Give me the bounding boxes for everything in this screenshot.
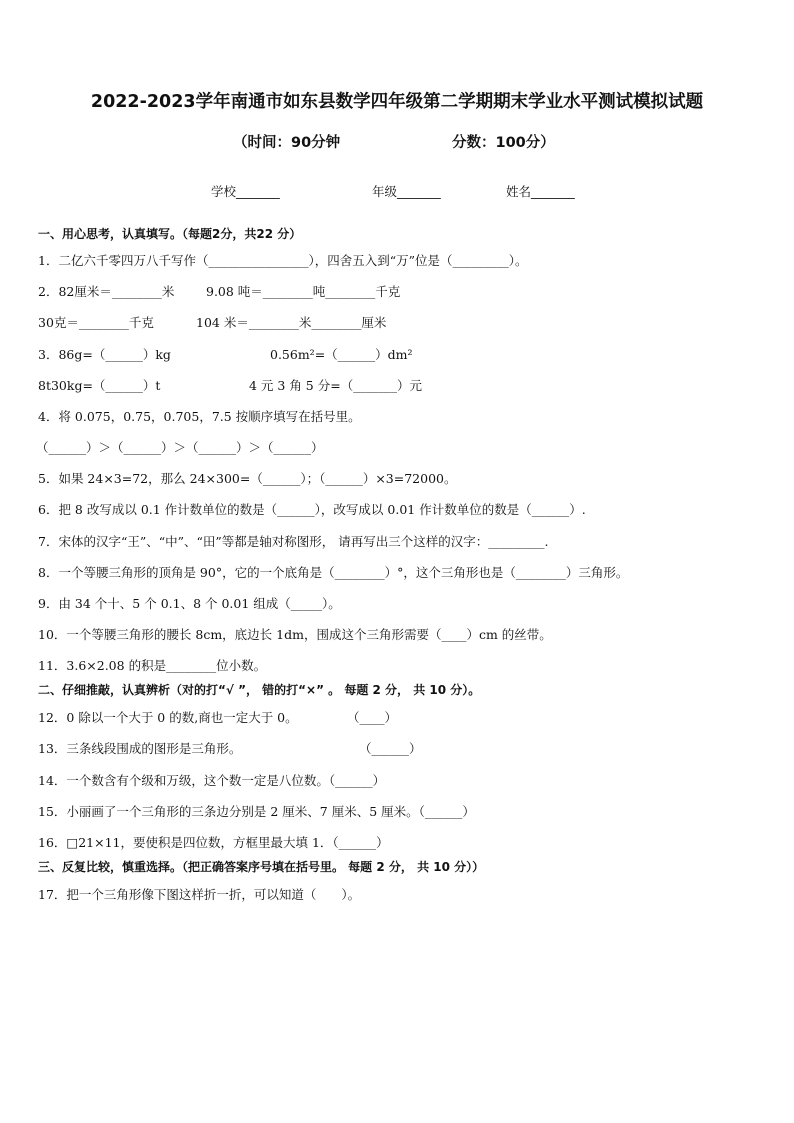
question-4-answer-row: （______）＞（______）＞（______）＞（______） bbox=[36, 440, 324, 455]
question-12-answer: （____） bbox=[347, 710, 398, 725]
question-5: 5．如果 24×3=72，那么 24×300=（______）；（______）×3=72000。 bbox=[38, 471, 457, 486]
exam-time: （时间：90分钟 bbox=[233, 135, 341, 151]
question-15: 15．小丽画了一个三角形的三条边分别是 2 厘米、7 厘米、5 厘米。（______） bbox=[38, 804, 475, 819]
question-12: 12．0 除以一个大于 0 的数,商也一定大于 0。 bbox=[38, 710, 298, 725]
name-field: 姓名_______ bbox=[506, 184, 575, 199]
question-3b: 0.56m²=（______）dm² bbox=[270, 347, 413, 362]
question-1: 1．二亿六千零四万八千写作（________________），四舍五入到“万”位是（_________）。 bbox=[38, 253, 528, 268]
section-1-heading: 一、用心思考，认真填写。（每题2分，共22 分） bbox=[38, 227, 302, 241]
question-2d: 104 米＝________米________厘米 bbox=[196, 315, 387, 330]
question-3a: 3．86g=（______）kg bbox=[38, 347, 171, 362]
question-2c: 30克＝________千克 bbox=[38, 315, 154, 330]
question-2b: 9.08 吨＝________吨________千克 bbox=[206, 284, 401, 299]
exam-title: 2022-2023学年南通市如东县数学四年级第二学期期末学业水平测试模拟试题 bbox=[90, 92, 704, 112]
question-13-answer: （______） bbox=[359, 741, 422, 756]
grade-field: 年级_______ bbox=[372, 184, 441, 199]
question-10: 10．一个等腰三角形的腰长 8cm，底边长 1dm，围成这个三角形需要（____）cm 的丝带。 bbox=[38, 627, 552, 642]
question-3d: 4 元 3 角 5 分=（_______）元 bbox=[249, 378, 422, 393]
exam-score: 分数：100分） bbox=[452, 135, 555, 151]
question-11: 11．3.6×2.08 的积是________位小数。 bbox=[38, 658, 267, 673]
question-4: 4．将 0.075，0.75，0.705，7.5 按顺序填写在括号里。 bbox=[38, 409, 361, 424]
question-16: 16．□21×11，要使积是四位数，方框里最大填 1．（______） bbox=[38, 835, 389, 850]
section-2-heading: 二、仔细推敲，认真辨析（对的打“√ ”， 错的打“×” 。 每题 2 分， 共 10 分）。 bbox=[38, 683, 481, 697]
question-2a: 2．82厘米＝________米 bbox=[38, 284, 175, 299]
question-7: 7．宋体的汉字“王”、“中”、“田”等都是轴对称图形， 请再写出三个这样的汉字：_________. bbox=[38, 534, 549, 549]
question-17: 17．把一个三角形像下图这样折一折，可以知道（ ）。 bbox=[38, 887, 361, 902]
section-3-heading: 三、反复比较，慎重选择。（把正确答案序号填在括号里。 每题 2 分， 共 10 分）） bbox=[38, 860, 485, 874]
question-6: 6．把 8 改写成以 0.1 作计数单位的数是（______），改写成以 0.01 作计数单位的数是（______）. bbox=[38, 502, 586, 517]
question-3c: 8t30kg=（______）t bbox=[38, 378, 161, 393]
question-9: 9．由 34 个十、5 个 0.1、8 个 0.01 组成（_____）。 bbox=[38, 596, 341, 611]
question-14: 14．一个数含有个级和万级，这个数一定是八位数。（______） bbox=[38, 773, 386, 788]
school-field: 学校_______ bbox=[211, 184, 280, 199]
question-13: 13．三条线段围成的图形是三角形。 bbox=[38, 741, 242, 756]
question-8: 8．一个等腰三角形的顶角是 90°，它的一个底角是（________）°，这个三角形也是（________）三角形。 bbox=[38, 565, 629, 580]
